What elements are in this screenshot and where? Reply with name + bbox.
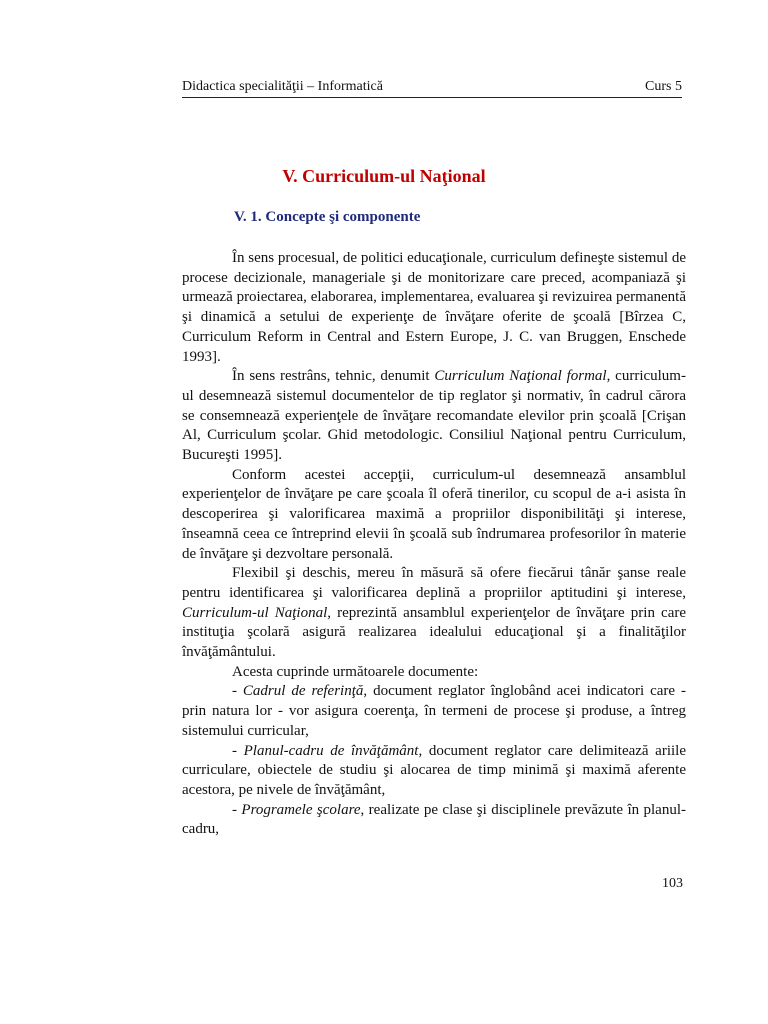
list-item-programs-text: , realizate pe clase şi disciplinele prevăzute în planul-cadru, [182, 801, 687, 838]
paragraph-4-text-b: , reprezintă ansamblul experienţelor de învăţare prin care instituţia şcolară asigură realizarea idealului educaţional şi a finalităţilor învăţământului. [182, 604, 687, 661]
header-lecture-number: Curs 5 [645, 79, 682, 94]
paragraph-4-emphasis: Curriculum-ul Naţional [182, 604, 328, 621]
list-item-plan [182, 742, 686, 801]
paragraph-3: Conform acestei accepţii, curriculum-ul desemnează ansamblul experienţelor de învăţare pe care şcoala îl oferă tinerilor, cu scopul de a-i asista în descoperirea şi valorificarea maximă a propriilor disponibilităţi şi interese, înseamnă ceea ce întreprind elevii în şcoală sub îndrumarea profesorilor în materie de învăţare şi dezvoltare personală. [182, 466, 686, 562]
chapter-title: V. Curriculum-ul Naţional [282, 166, 486, 186]
paragraph-5: Acesta cuprinde următoarele documente: [232, 663, 479, 680]
list-item-programs-dash: - [232, 801, 242, 818]
list-item-plan-text: , document reglator care delimitează ariile curriculare, obiectele de studiu şi alocarea de timp minimă şi maximă aferente acestora, pe nivele de învăţământ, [182, 742, 686, 798]
list-item-plan-dash: - [232, 742, 244, 759]
paragraph-2 [182, 367, 686, 466]
list-item-programs-term: Programele şcolare [241, 801, 361, 818]
body-text [182, 249, 686, 840]
paragraph-4 [182, 564, 686, 663]
list-item-framework [182, 682, 686, 741]
list-item-programs [182, 801, 686, 840]
page-number: 103 [662, 876, 683, 891]
header-course-title: Didactica specialităţii – Informatică [182, 79, 383, 94]
paragraph-2-emphasis: Curriculum Naţional formal [434, 368, 607, 385]
list-item-framework-dash: - [232, 683, 243, 700]
section-title: V. 1. Concepte şi componente [234, 209, 421, 225]
list-item-framework-term: Cadrul de referinţă [242, 683, 364, 700]
list-item-plan-term: Planul-cadru de învăţământ [243, 742, 419, 759]
list-item-framework-text: , document reglator înglobând acei indicatori care - prin natura lor - vor asigura coerenţa, în termeni de procese şi produse, a întreg sistemului curricular, [182, 683, 686, 739]
paragraph-1: În sens procesual, de politici educaţionale, curriculum defineşte sistemul de procese decizionale, manageriale şi de monitorizare care preced, acompaniază şi urmează proiectarea, elaborarea, implementarea, evaluarea şi revizuirea permanentă şi dinamică a setului de experienţe de învăţare oferite de şcoală [Bîrzea C, Curriculum Reform in Central and Estern Europe, J. C. van Bruggen, Enschede 1993]. [182, 250, 686, 365]
paragraph-4-text-a: Flexibil şi deschis, mereu în măsură să ofere fiecărui tânăr şanse reale pentru identificarea şi valorificarea deplină a propriilor aptitudini şi interese, [182, 565, 686, 601]
paragraph-2-text-b: , curriculum-ul desemnează sistemul documentelor de tip reglator şi normativ, în cadrul cărora se consemnează experienţele de învăţare recomandate elevilor prin şcoală [Crişan Al, Curriculum şcolar. Ghid metodologic. Consiliul Naţional pentru Curriculum, Bucureşti 1995]. [182, 368, 686, 464]
paragraph-2-text-a: În sens restrâns, tehnic, denumit [232, 368, 435, 385]
page-header [182, 78, 682, 98]
